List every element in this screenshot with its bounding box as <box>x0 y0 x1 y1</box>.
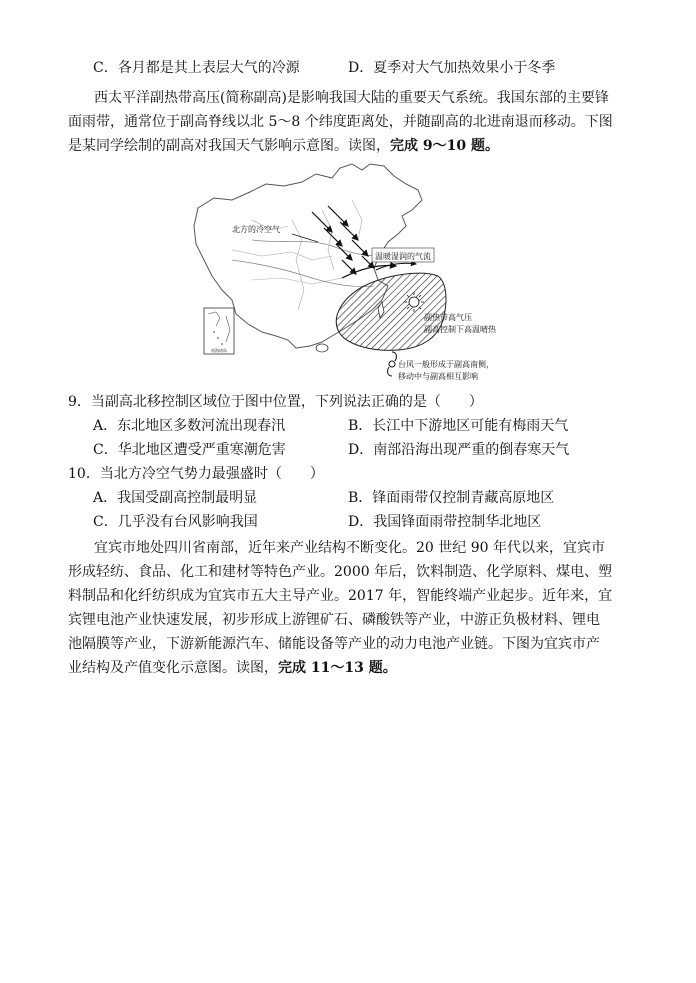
q10-option-d: D．我国锋面雨带控制华北地区 <box>348 514 542 530</box>
q10-stem: 10．当北方冷空气势力最强盛时（ ） <box>68 466 324 482</box>
label-inset: 南海诸岛 <box>211 348 227 353</box>
intro2-line2: 形成轻纺、食品、化工和建材等特色产业。2000 年后，饮料制造、化学原料、煤电、塑 <box>68 564 613 580</box>
label-typhoon-2: 移动中与副高相互影响 <box>398 372 478 381</box>
q8-option-d: D．夏季对大气加热效果小于冬季 <box>348 60 556 76</box>
typhoon-icon <box>388 352 397 376</box>
intro2-line3: 料制品和化纤纺织成为宜宾市五大主导产业。2017 年，智能终端产业起步。近年来，宜 <box>68 588 613 604</box>
q9-option-a: A．东北地区多数河流出现春汛 <box>93 418 286 434</box>
intro2-instruction: 完成 11～13 题。 <box>278 660 397 676</box>
label-high-1: 副热带高气压 <box>424 313 472 322</box>
q9-option-c: C．华北地区遭受严重寒潮危害 <box>93 442 286 458</box>
label-warm-air: 温暖湿润的气流 <box>375 252 431 261</box>
intro1-line1: 西太平洋副热带高压(简称副高)是影响我国大陆的重要天气系统。我国东部的主要锋 <box>94 90 609 106</box>
intro1-line3: 是某同学绘制的副高对我国天气影响示意图。读图，完成 9～10 题。 <box>68 138 499 154</box>
q8-option-c: C．各月都是其上表层大气的冷源 <box>93 60 300 76</box>
q9-option-b: B．长江中下游地区可能有梅雨天气 <box>348 418 569 434</box>
subtropical-high-map <box>192 160 520 388</box>
label-cold-air: 北方的冷空气 <box>232 225 280 234</box>
intro2-line4: 宾锂电池产业快速发展，初步形成上游锂矿石、磷酸铁等产业，中游正负极材料、锂电 <box>68 612 600 628</box>
intro2-line1: 宜宾市地处四川省南部，近年来产业结构不断变化。20 世纪 90 年代以来，宜宾市 <box>94 540 605 556</box>
q10-option-b: B．锋面雨带仅控制青藏高原地区 <box>348 490 555 506</box>
label-high-2: 副高控制下高温晴热 <box>424 325 496 334</box>
label-typhoon-1: 台风一般形成于副高南侧， <box>398 360 494 369</box>
intro2-line5: 池隔膜等产业，下游新能源汽车、储能设备等产业的动力电池产业链。下图为宜宾市产 <box>68 636 600 652</box>
sun-icon <box>404 292 424 312</box>
intro2-line6: 业结构及产值变化示意图。读图，完成 11～13 题。 <box>68 660 397 676</box>
q9-stem: 9．当副高北移控制区域位于图中位置，下列说法正确的是（ ） <box>68 394 483 410</box>
q10-option-c: C．几乎没有台风影响我国 <box>93 514 258 530</box>
intro1-line2: 面雨带，通常位于副高脊线以北 5～8 个纬度距离处，并随副高的北进南退而移动。下图 <box>68 114 613 130</box>
q10-option-a: A．我国受副高控制最明显 <box>93 490 258 506</box>
q9-option-d: D．南部沿海出现严重的倒春寒天气 <box>348 442 570 458</box>
intro1-instruction: 完成 9～10 题。 <box>390 138 499 154</box>
